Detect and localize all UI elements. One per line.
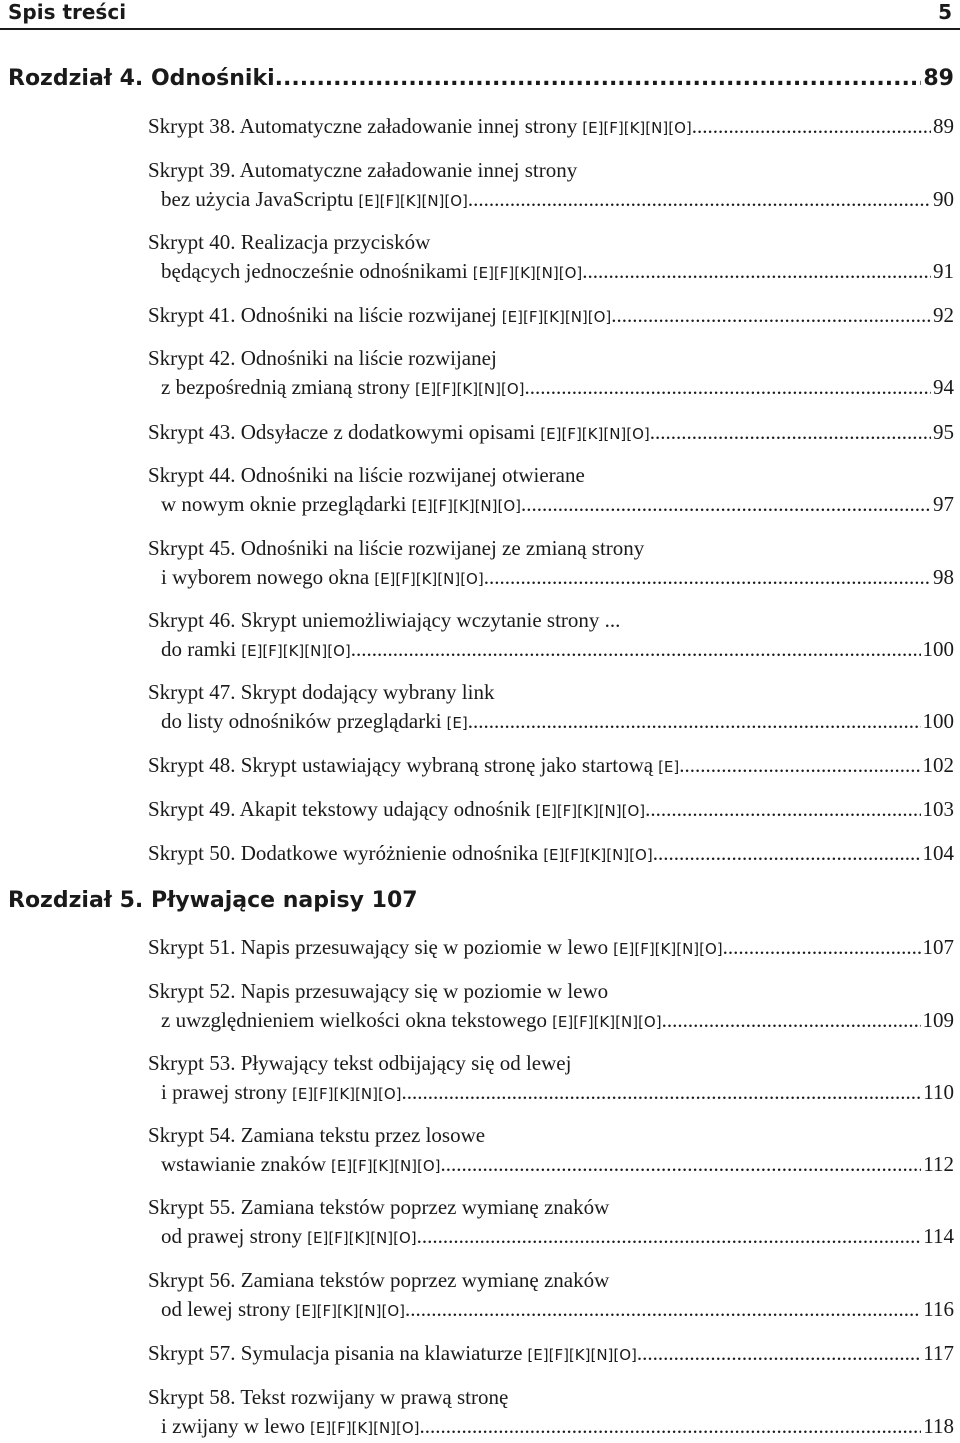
toc-entry-57[interactable] bbox=[148, 1339, 954, 1370]
entry-title-line1: Skrypt 54. Zamiana tekstu przez losowe bbox=[148, 1123, 486, 1147]
entry-page: 116 bbox=[923, 1297, 954, 1321]
chapter-label: Rozdział 5. Pływające napisy 107 bbox=[8, 888, 418, 913]
entry-title: Skrypt 38. Automatyczne załadowanie innej strony bbox=[148, 114, 578, 138]
dot-leader bbox=[275, 66, 922, 91]
dot-leader bbox=[405, 1295, 921, 1324]
entry-page: 107 bbox=[922, 935, 954, 959]
entry-title-line2: i prawej strony bbox=[161, 1080, 287, 1104]
dot-leader bbox=[653, 839, 921, 868]
entry-tags: [E] bbox=[446, 714, 468, 732]
entry-title-line2: w nowym oknie przeglądarki bbox=[161, 492, 407, 516]
entry-page: 114 bbox=[923, 1224, 954, 1248]
toc-entry-43[interactable] bbox=[148, 418, 954, 449]
running-header bbox=[0, 0, 960, 24]
toc-entry-40[interactable] bbox=[148, 228, 954, 288]
dot-leader bbox=[468, 707, 921, 736]
entry-page: 95 bbox=[933, 420, 954, 444]
dot-leader bbox=[441, 1150, 922, 1179]
entry-page: 100 bbox=[922, 709, 954, 733]
entry-tags: [E][F][K][N][O] bbox=[527, 1346, 637, 1364]
toc-entry-50[interactable] bbox=[148, 839, 954, 870]
toc-entry-45[interactable] bbox=[148, 534, 954, 594]
dot-leader bbox=[645, 795, 920, 824]
toc-entry-54[interactable] bbox=[148, 1121, 954, 1181]
entry-tags: [E][F][K][N][O] bbox=[358, 192, 468, 210]
entry-tags: [E][F][K][N][O] bbox=[295, 1302, 405, 1320]
entry-tags: [E][F][K][N][O] bbox=[501, 308, 612, 326]
entry-tags: [E][F][K][N][O] bbox=[472, 264, 583, 282]
dot-leader bbox=[351, 635, 921, 664]
entry-page: 92 bbox=[933, 303, 954, 327]
header-page-number: 5 bbox=[938, 0, 952, 24]
entry-tags: [E][F][K][N][O] bbox=[374, 570, 484, 588]
dot-leader bbox=[679, 751, 920, 780]
entry-title: Skrypt 41. Odnośniki na liście rozwijanej bbox=[148, 303, 497, 327]
toc-entry-46[interactable] bbox=[148, 606, 954, 666]
entry-title: Skrypt 43. Odsyłacze z dodatkowymi opisami bbox=[148, 420, 536, 444]
header-rule bbox=[0, 28, 960, 30]
toc-entry-44[interactable] bbox=[148, 461, 954, 521]
toc-entry-42[interactable] bbox=[148, 344, 954, 404]
chapter-heading-5[interactable] bbox=[8, 888, 954, 913]
entry-page: 97 bbox=[933, 492, 954, 516]
entry-page: 91 bbox=[933, 259, 954, 283]
dot-leader bbox=[692, 112, 931, 141]
toc-entry-51[interactable] bbox=[148, 933, 954, 964]
entry-title-line2: od lewej strony bbox=[161, 1297, 291, 1321]
entry-title: Skrypt 51. Napis przesuwający się w poziomie w lewo bbox=[148, 935, 609, 959]
entry-tags: [E][F][K][N][O] bbox=[540, 425, 650, 443]
entry-tags: [E][F][K][N][O] bbox=[535, 802, 646, 820]
entry-tags: [E][F][K][N][O] bbox=[543, 846, 653, 864]
entry-page: 118 bbox=[923, 1414, 954, 1438]
entry-title-line2: bez użycia JavaScriptu bbox=[161, 187, 354, 211]
entry-page: 94 bbox=[933, 375, 954, 399]
entry-title-line1: Skrypt 56. Zamiana tekstów poprzez wymianę znaków bbox=[148, 1268, 610, 1292]
dot-leader bbox=[484, 563, 931, 592]
entry-tags: [E][F][K][N][O] bbox=[241, 642, 351, 660]
entry-title-line1: Skrypt 53. Pływający tekst odbijający się od lewej bbox=[148, 1051, 572, 1075]
dot-leader bbox=[420, 1412, 922, 1441]
entry-title: Skrypt 57. Symulacja pisania na klawiaturze bbox=[148, 1341, 523, 1365]
entry-page: 98 bbox=[933, 565, 954, 589]
entry-title-line1: Skrypt 45. Odnośniki na liście rozwijanej ze zmianą strony bbox=[148, 536, 645, 560]
entry-title-line2: od prawej strony bbox=[161, 1224, 303, 1248]
chapter-heading-4[interactable] bbox=[8, 66, 954, 91]
toc-entry-55[interactable] bbox=[148, 1193, 954, 1253]
toc-entry-56[interactable] bbox=[148, 1266, 954, 1326]
dot-leader bbox=[637, 1339, 921, 1368]
entry-page: 100 bbox=[922, 637, 954, 661]
entry-tags: [E][F][K][N][O] bbox=[552, 1013, 662, 1031]
entry-title-line2: z bezpośrednią zmianą strony bbox=[161, 375, 410, 399]
dot-leader bbox=[582, 257, 931, 286]
entry-title-line2: z uwzględnieniem wielkości okna tekstowego bbox=[161, 1008, 548, 1032]
entry-page: 90 bbox=[933, 187, 954, 211]
toc-entry-48[interactable] bbox=[148, 751, 954, 782]
entry-title: Skrypt 49. Akapit tekstowy udający odnośnik bbox=[148, 797, 531, 821]
entry-title-line1: Skrypt 40. Realizacja przycisków bbox=[148, 230, 431, 254]
entry-title-line1: Skrypt 46. Skrypt uniemożliwiający wczytanie strony ... bbox=[148, 608, 621, 632]
entry-title-line2: do listy odnośników przeglądarki bbox=[161, 709, 442, 733]
entry-title-line1: Skrypt 44. Odnośniki na liście rozwijanej otwierane bbox=[148, 463, 585, 487]
entry-tags: [E][F][K][N][O] bbox=[411, 497, 522, 515]
entry-title-line2: i zwijany w lewo bbox=[161, 1414, 306, 1438]
dot-leader bbox=[650, 418, 931, 447]
entry-tags: [E][F][K][N][O] bbox=[307, 1229, 417, 1247]
entry-title: Skrypt 50. Dodatkowe wyróżnienie odnośnika bbox=[148, 841, 539, 865]
dot-leader bbox=[521, 490, 931, 519]
toc-entry-38[interactable] bbox=[148, 112, 954, 143]
entry-title-line1: Skrypt 52. Napis przesuwający się w poziomie w lewo bbox=[148, 979, 609, 1003]
entry-page: 117 bbox=[923, 1341, 954, 1365]
entry-page: 112 bbox=[923, 1152, 954, 1176]
toc-entry-52[interactable] bbox=[148, 977, 954, 1037]
entry-page: 102 bbox=[922, 753, 954, 777]
entry-title-line1: Skrypt 42. Odnośniki na liście rozwijanej bbox=[148, 346, 497, 370]
entry-title-line2: wstawianie znaków bbox=[161, 1152, 327, 1176]
toc-entry-49[interactable] bbox=[148, 795, 954, 826]
dot-leader bbox=[468, 185, 931, 214]
toc-entry-58[interactable] bbox=[148, 1383, 954, 1443]
entry-page: 104 bbox=[922, 841, 954, 865]
dot-leader bbox=[662, 1006, 921, 1035]
chapter-label: Rozdział 4. Odnośniki bbox=[8, 66, 275, 91]
entry-page: 110 bbox=[923, 1080, 954, 1104]
chapter-page: 89 bbox=[923, 66, 954, 91]
entry-title-line1: Skrypt 55. Zamiana tekstów poprzez wymianę znaków bbox=[148, 1195, 610, 1219]
entry-tags: [E][F][K][N][O] bbox=[582, 119, 692, 137]
toc-entry-39[interactable] bbox=[148, 156, 954, 216]
dot-leader bbox=[525, 373, 932, 402]
entry-tags: [E][F][K][N][O] bbox=[415, 380, 525, 398]
toc-entry-41[interactable] bbox=[148, 301, 954, 332]
entry-tags: [E][F][K][N][O] bbox=[291, 1085, 402, 1103]
entry-title: Skrypt 48. Skrypt ustawiający wybraną stronę jako startową bbox=[148, 753, 654, 777]
dot-leader bbox=[723, 933, 921, 962]
entry-page: 109 bbox=[922, 1008, 954, 1032]
entry-title-line1: Skrypt 39. Automatyczne załadowanie innej strony bbox=[148, 158, 578, 182]
header-title: Spis treści bbox=[8, 0, 127, 24]
entry-title-line2: do ramki bbox=[161, 637, 237, 661]
entry-title-line1: Skrypt 58. Tekst rozwijany w prawą stronę bbox=[148, 1385, 509, 1409]
toc-entry-47[interactable] bbox=[148, 678, 954, 738]
toc-entry-53[interactable] bbox=[148, 1049, 954, 1109]
entry-title-line2: i wyborem nowego okna bbox=[161, 565, 370, 589]
dot-leader bbox=[417, 1222, 922, 1251]
entry-page: 103 bbox=[922, 797, 954, 821]
entry-tags: [E][F][K][N][O] bbox=[613, 940, 723, 958]
entry-title-line1: Skrypt 47. Skrypt dodający wybrany link bbox=[148, 680, 495, 704]
dot-leader bbox=[611, 301, 931, 330]
entry-tags: [E][F][K][N][O] bbox=[310, 1419, 420, 1437]
entry-tags: [E][F][K][N][O] bbox=[331, 1157, 441, 1175]
entry-title-line2: będących jednocześnie odnośnikami bbox=[161, 259, 468, 283]
entry-tags: [E] bbox=[658, 758, 680, 776]
entry-page: 89 bbox=[933, 114, 954, 138]
dot-leader bbox=[401, 1078, 921, 1107]
